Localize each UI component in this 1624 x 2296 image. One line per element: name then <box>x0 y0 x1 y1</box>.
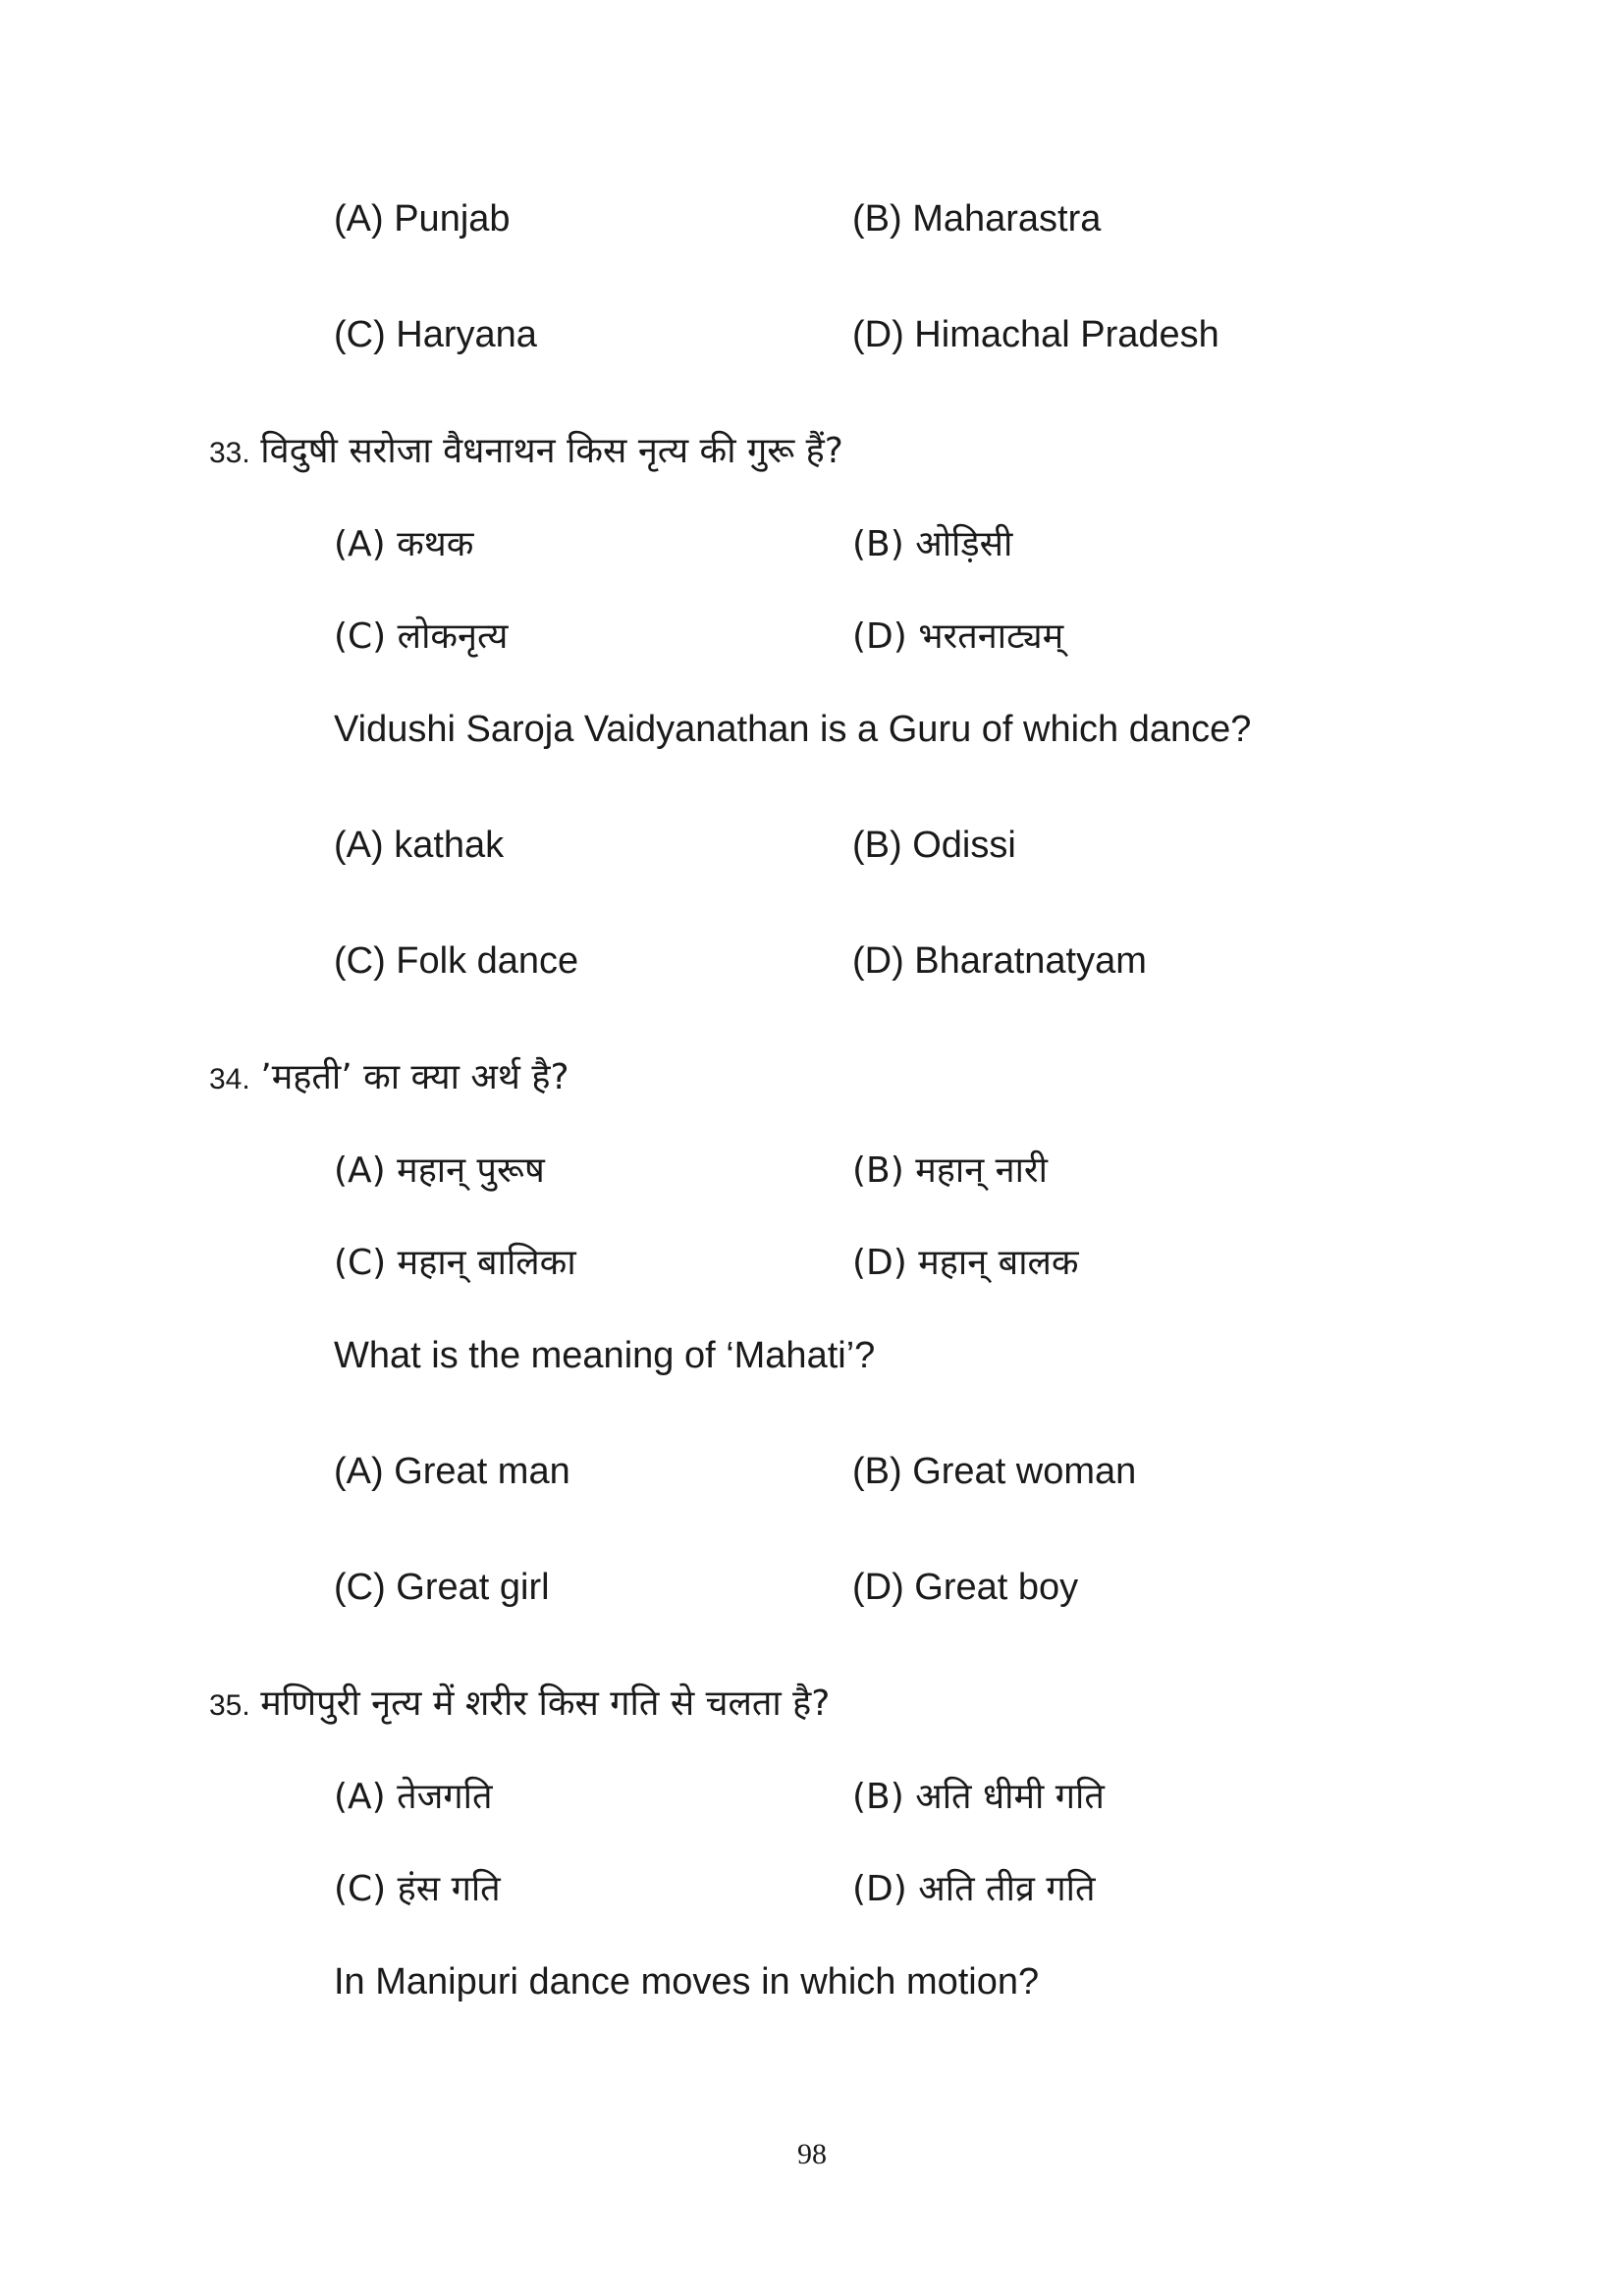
q34-english-option-c: (C) Great girl <box>334 1567 550 1608</box>
q32-option-c: (C) Haryana <box>334 314 537 355</box>
q33-hindi-option-c: (C) लोकनृत्य <box>334 616 509 657</box>
q33-hindi-option-a: (A) कथक <box>334 524 474 564</box>
q34-hindi-option-c: (C) महान् बालिका <box>334 1243 576 1283</box>
q34-english-option-d: (D) Great boy <box>852 1567 1079 1608</box>
q34-hindi-question <box>209 1054 569 1102</box>
q34-english-question: What is the meaning of ‘Mahati’? <box>334 1335 876 1376</box>
q33-english-option-c: (C) Folk dance <box>334 940 579 982</box>
q33-english-question: Vidushi Saroja Vaidyanathan is a Guru of which dance? <box>334 709 1252 750</box>
q35-hindi-text: मणिपुरी नृत्य में शरीर किस गति से चलता है? <box>260 1683 831 1724</box>
q35-hindi-option-c: (C) हंस गति <box>334 1869 501 1909</box>
q33-hindi-question <box>209 428 843 476</box>
q34-number: 34. <box>209 1063 250 1095</box>
q33-english-option-d: (D) Bharatnatyam <box>852 940 1147 982</box>
q35-hindi-question <box>209 1681 830 1729</box>
q32-option-a: (A) Punjab <box>334 198 511 240</box>
q33-hindi-text: विदुषी सरोजा वैधनाथन किस नृत्य की गुरू हैं? <box>260 431 843 471</box>
q33-hindi-option-d: (D) भरतनाट्यम् <box>852 616 1064 657</box>
q33-english-option-a: (A) kathak <box>334 825 505 866</box>
q33-english-option-b: (B) Odissi <box>852 825 1016 866</box>
q35-hindi-option-b: (B) अति धीमी गति <box>852 1777 1105 1817</box>
q32-option-b: (B) Maharastra <box>852 198 1102 240</box>
q35-hindi-option-d: (D) अति तीव्र गति <box>852 1869 1096 1909</box>
q34-hindi-option-d: (D) महान् बालक <box>852 1243 1079 1283</box>
q33-number: 33. <box>209 437 250 469</box>
q34-english-option-a: (A) Great man <box>334 1451 570 1492</box>
q34-hindi-option-a: (A) महान् पुरूष <box>334 1150 545 1191</box>
q34-hindi-option-b: (B) महान् नारी <box>852 1150 1048 1191</box>
q35-number: 35. <box>209 1689 250 1722</box>
page-number: 98 <box>797 2138 827 2170</box>
q35-hindi-option-a: (A) तेजगति <box>334 1777 493 1817</box>
q33-hindi-option-b: (B) ओड़िसी <box>852 524 1013 564</box>
q32-option-d: (D) Himachal Pradesh <box>852 314 1219 355</box>
q34-english-option-b: (B) Great woman <box>852 1451 1137 1492</box>
q35-english-question: In Manipuri dance moves in which motion? <box>334 1961 1040 2002</box>
q34-hindi-text: ’महती’ का क्या अर्थ है? <box>260 1057 569 1097</box>
